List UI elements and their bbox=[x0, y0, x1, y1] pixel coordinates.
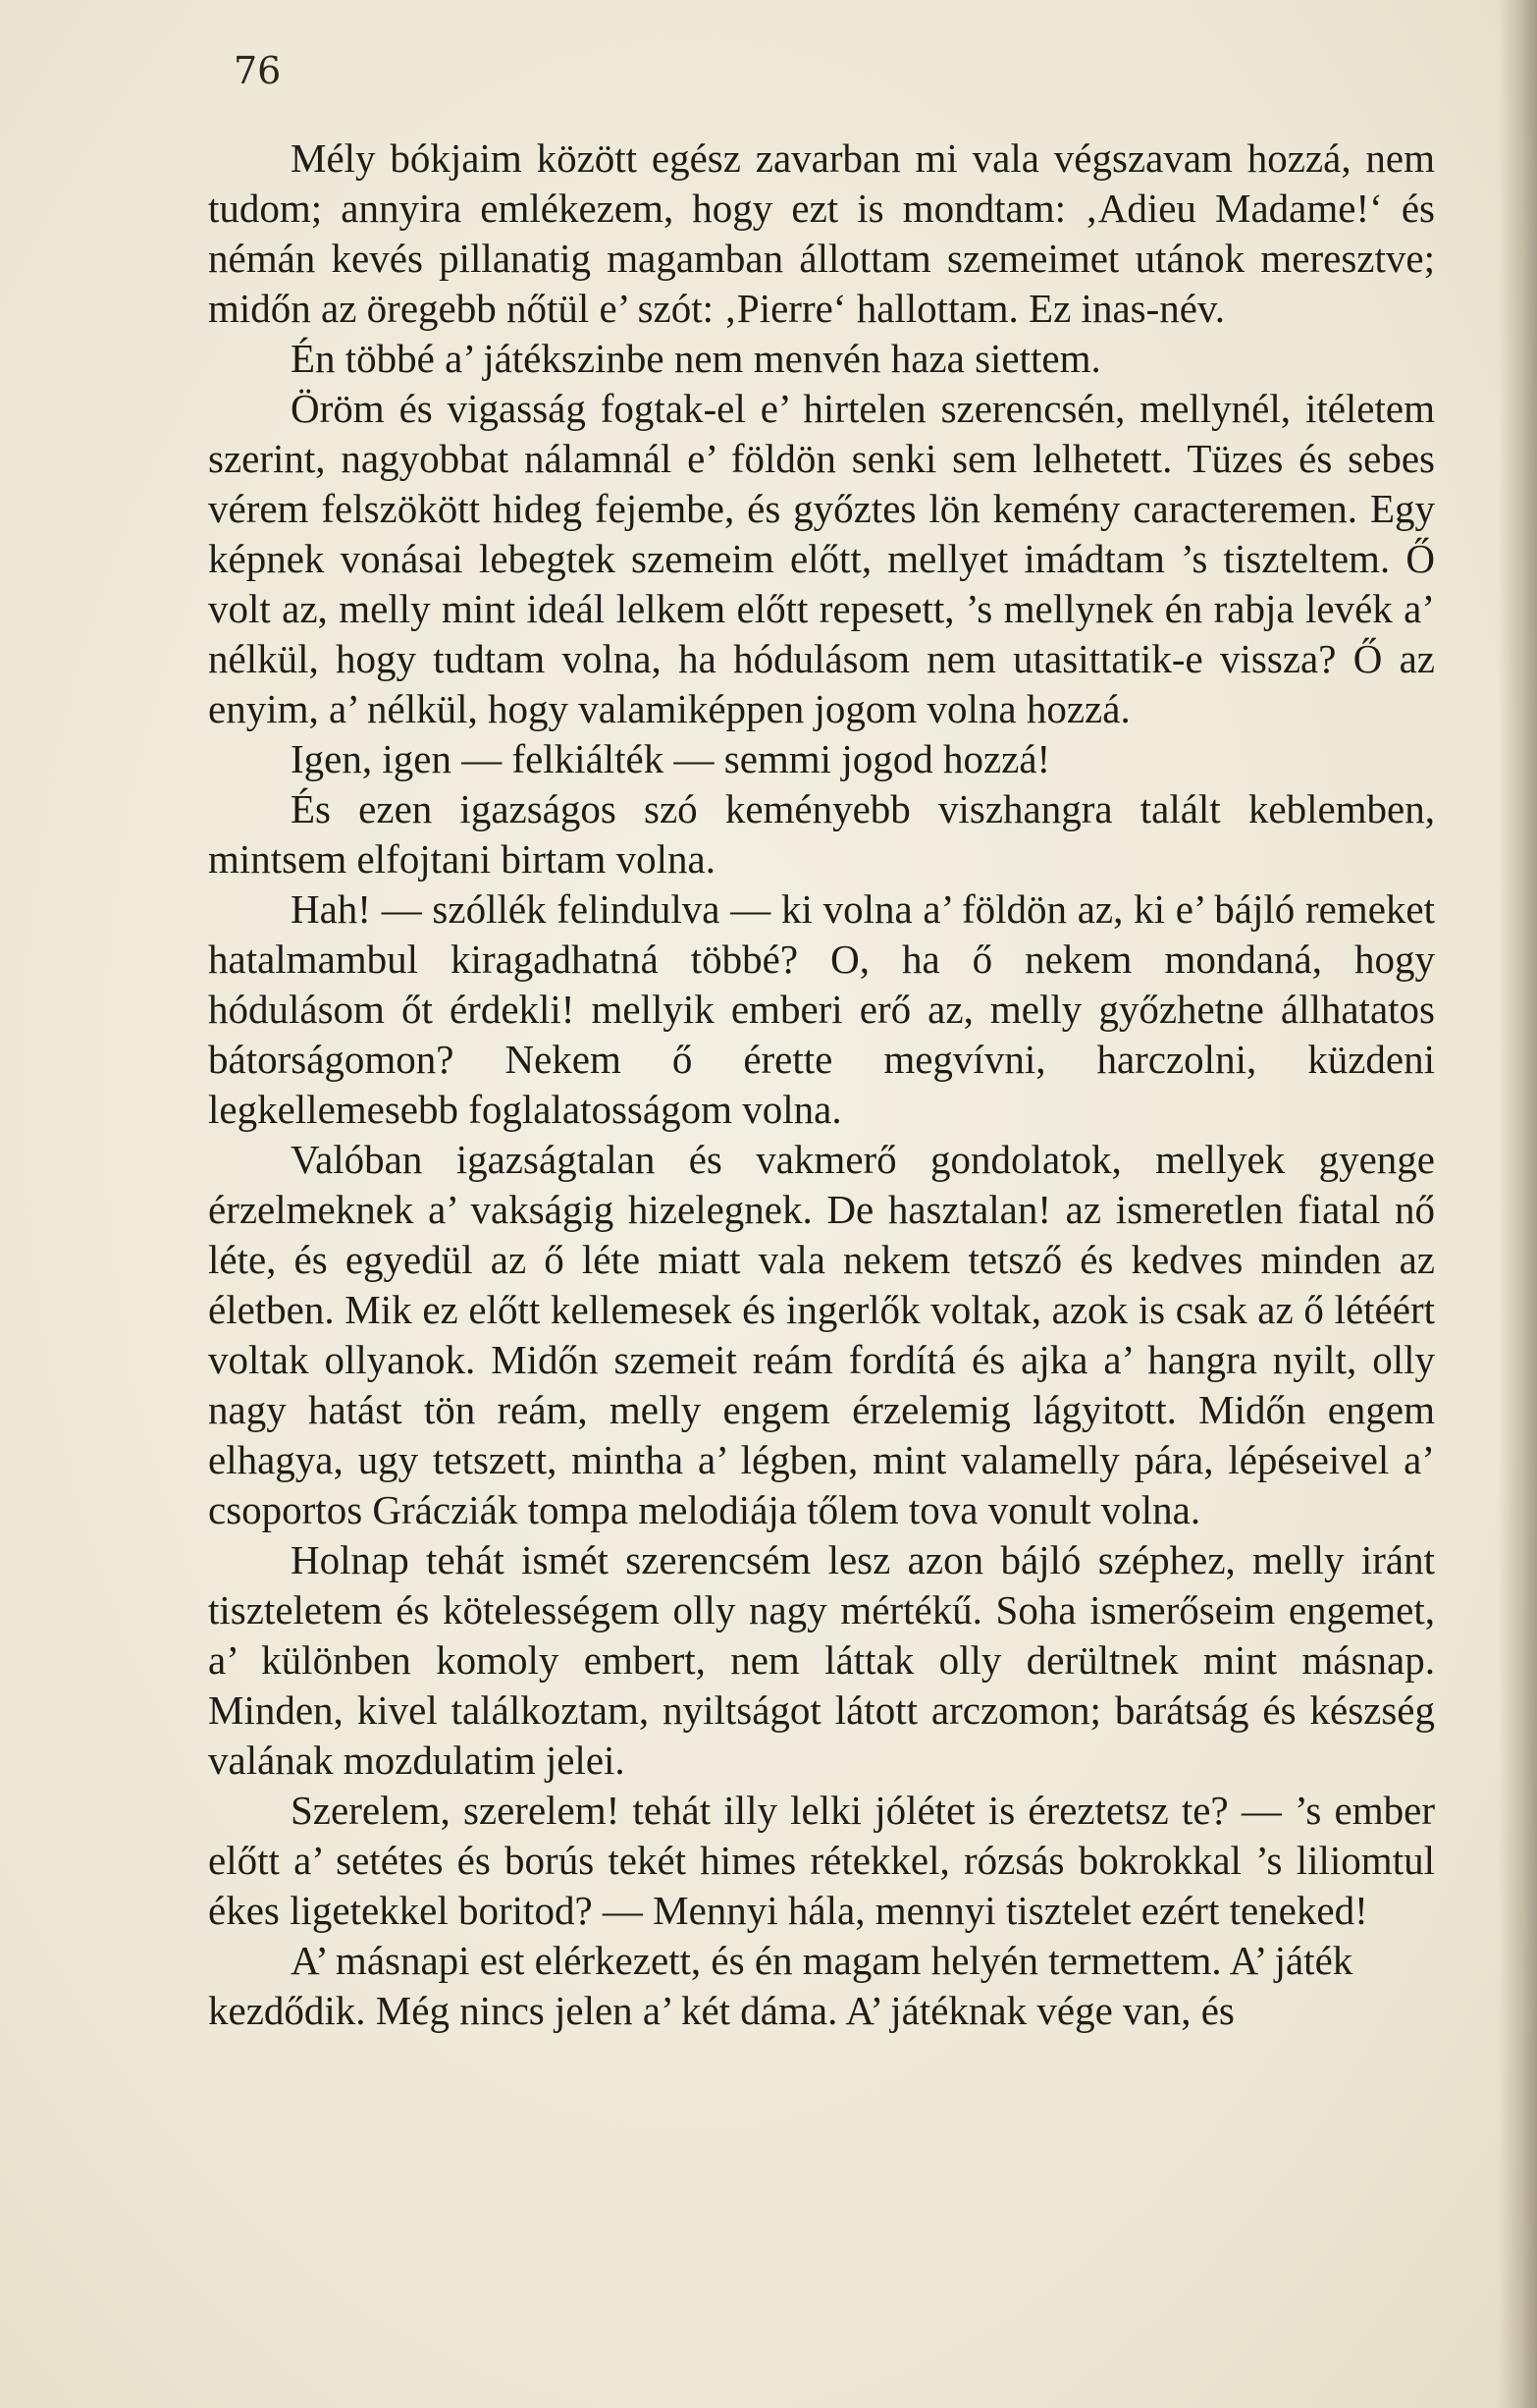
paragraph-9: Szerelem, szerelem! tehát illy lelki jólétet is éreztetsz te? — ’s ember előtt a’ setétes és borús tekét himes rétekkel, rózsás bokrokkal ’s liliomtul ékes ligetekkel boritod? — Mennyi hála, mennyi tisztelet ezért teneked! bbox=[208, 1788, 1435, 1933]
page-edge-shadow bbox=[1498, 0, 1537, 2408]
paragraph-7: Valóban igazságtalan és vakmerő gondolatok, mellyek gyenge érzelmeknek a’ vakságig hizelegnek. De hasztalan! az ismeretlen fiatal nő léte, és egyedül az ő léte miatt vala nekem tetsző és kedves minden az életben. Mik ez előtt kellemesek és ingerlők voltak, azok is csak az ő létéért voltak ollyanok. Midőn szemeit reám fordítá és ajka a’ hangra nyilt, olly nagy hatást tön reám, melly engem érzelemig lágyitott. Midőn engem elhagya, ugy tetszett, mintha a’ légben, mint valamelly pára, lépéseivel a’ csoportos Grácziák tompa melodiája tőlem tova vonult volna. bbox=[208, 1137, 1435, 1532]
paragraph-10: A’ másnapi est elérkezett, és én magam helyén termettem. A’ játék kezdődik. Még nincs jelen a’ két dáma. A’ játéknak vége van, és bbox=[208, 1938, 1353, 2033]
paragraph-3: Öröm és vigasság fogtak-el e’ hirtelen szerencsén, mellynél, itéletem szerint, nagyobbat nálamnál e’ földön senki sem lelhetett. Tüzes és sebes vérem felszökött hideg fejembe, és győztes lön kemény caracteremen. Egy képnek vonásai lebegtek szemeim előtt, mellyet imádtam ’s tiszteltem. Ő volt az, melly mint ideál lelkem előtt repesett, ’s mellynek én rabja levék a’ nélkül, hogy tudtam volna, ha hódulásom nem utasittatik-e vissza? Ő az enyim, a’ nélkül, hogy valamiképpen jogom volna hozzá. bbox=[208, 386, 1435, 731]
paragraph-1: Mély bókjaim között egész zavarban mi vala végszavam hozzá, nem tudom; annyira emlékezem, hogy ezt is mondtam: ‚Adieu Madame!‘ és némán kevés pillanatig magamban állottam szemeimet utánok meresztve; midőn az öregebb nőtül e’ szót: ‚Pierre‘ hallottam. Ez inas-név. bbox=[208, 135, 1435, 331]
paragraph-8: Holnap tehát ismét szerencsém lesz azon bájló széphez, melly iránt tiszteletem és kötelességem olly nagy mértékű. Soha ismerőseim engemet, a’ különben komoly embert, nem láttak olly derültnek mint másnap. Minden, kivel találkoztam, nyiltságot látott arczomon; barátság és készség valának mozdulatim jelei. bbox=[208, 1537, 1435, 1783]
paragraph-6: Hah! — szóllék felindulva — ki volna a’ földön az, ki e’ bájló remeket hatalmambul kiragadhatná többé? O, ha ő nekem mondaná, hogy hódulásom őt érdekli! mellyik emberi erő az, melly győzhetne állhatatos bátorságomon? Nekem ő érette megvívni, harczolni, küzdeni legkellemesebb foglalatosságom volna. bbox=[208, 886, 1435, 1132]
paragraph-5: És ezen igazságos szó keményebb viszhangra talált keblemben, mintsem elfojtani birtam volna. bbox=[208, 786, 1435, 882]
paragraph-4: Igen, igen — felkiálték — semmi jogod hozzá! bbox=[291, 736, 1051, 781]
body-text bbox=[208, 134, 1435, 2036]
paragraph-2: Én többé a’ játékszinbe nem menvén haza siettem. bbox=[291, 336, 1101, 381]
page-number: 76 bbox=[234, 49, 282, 92]
